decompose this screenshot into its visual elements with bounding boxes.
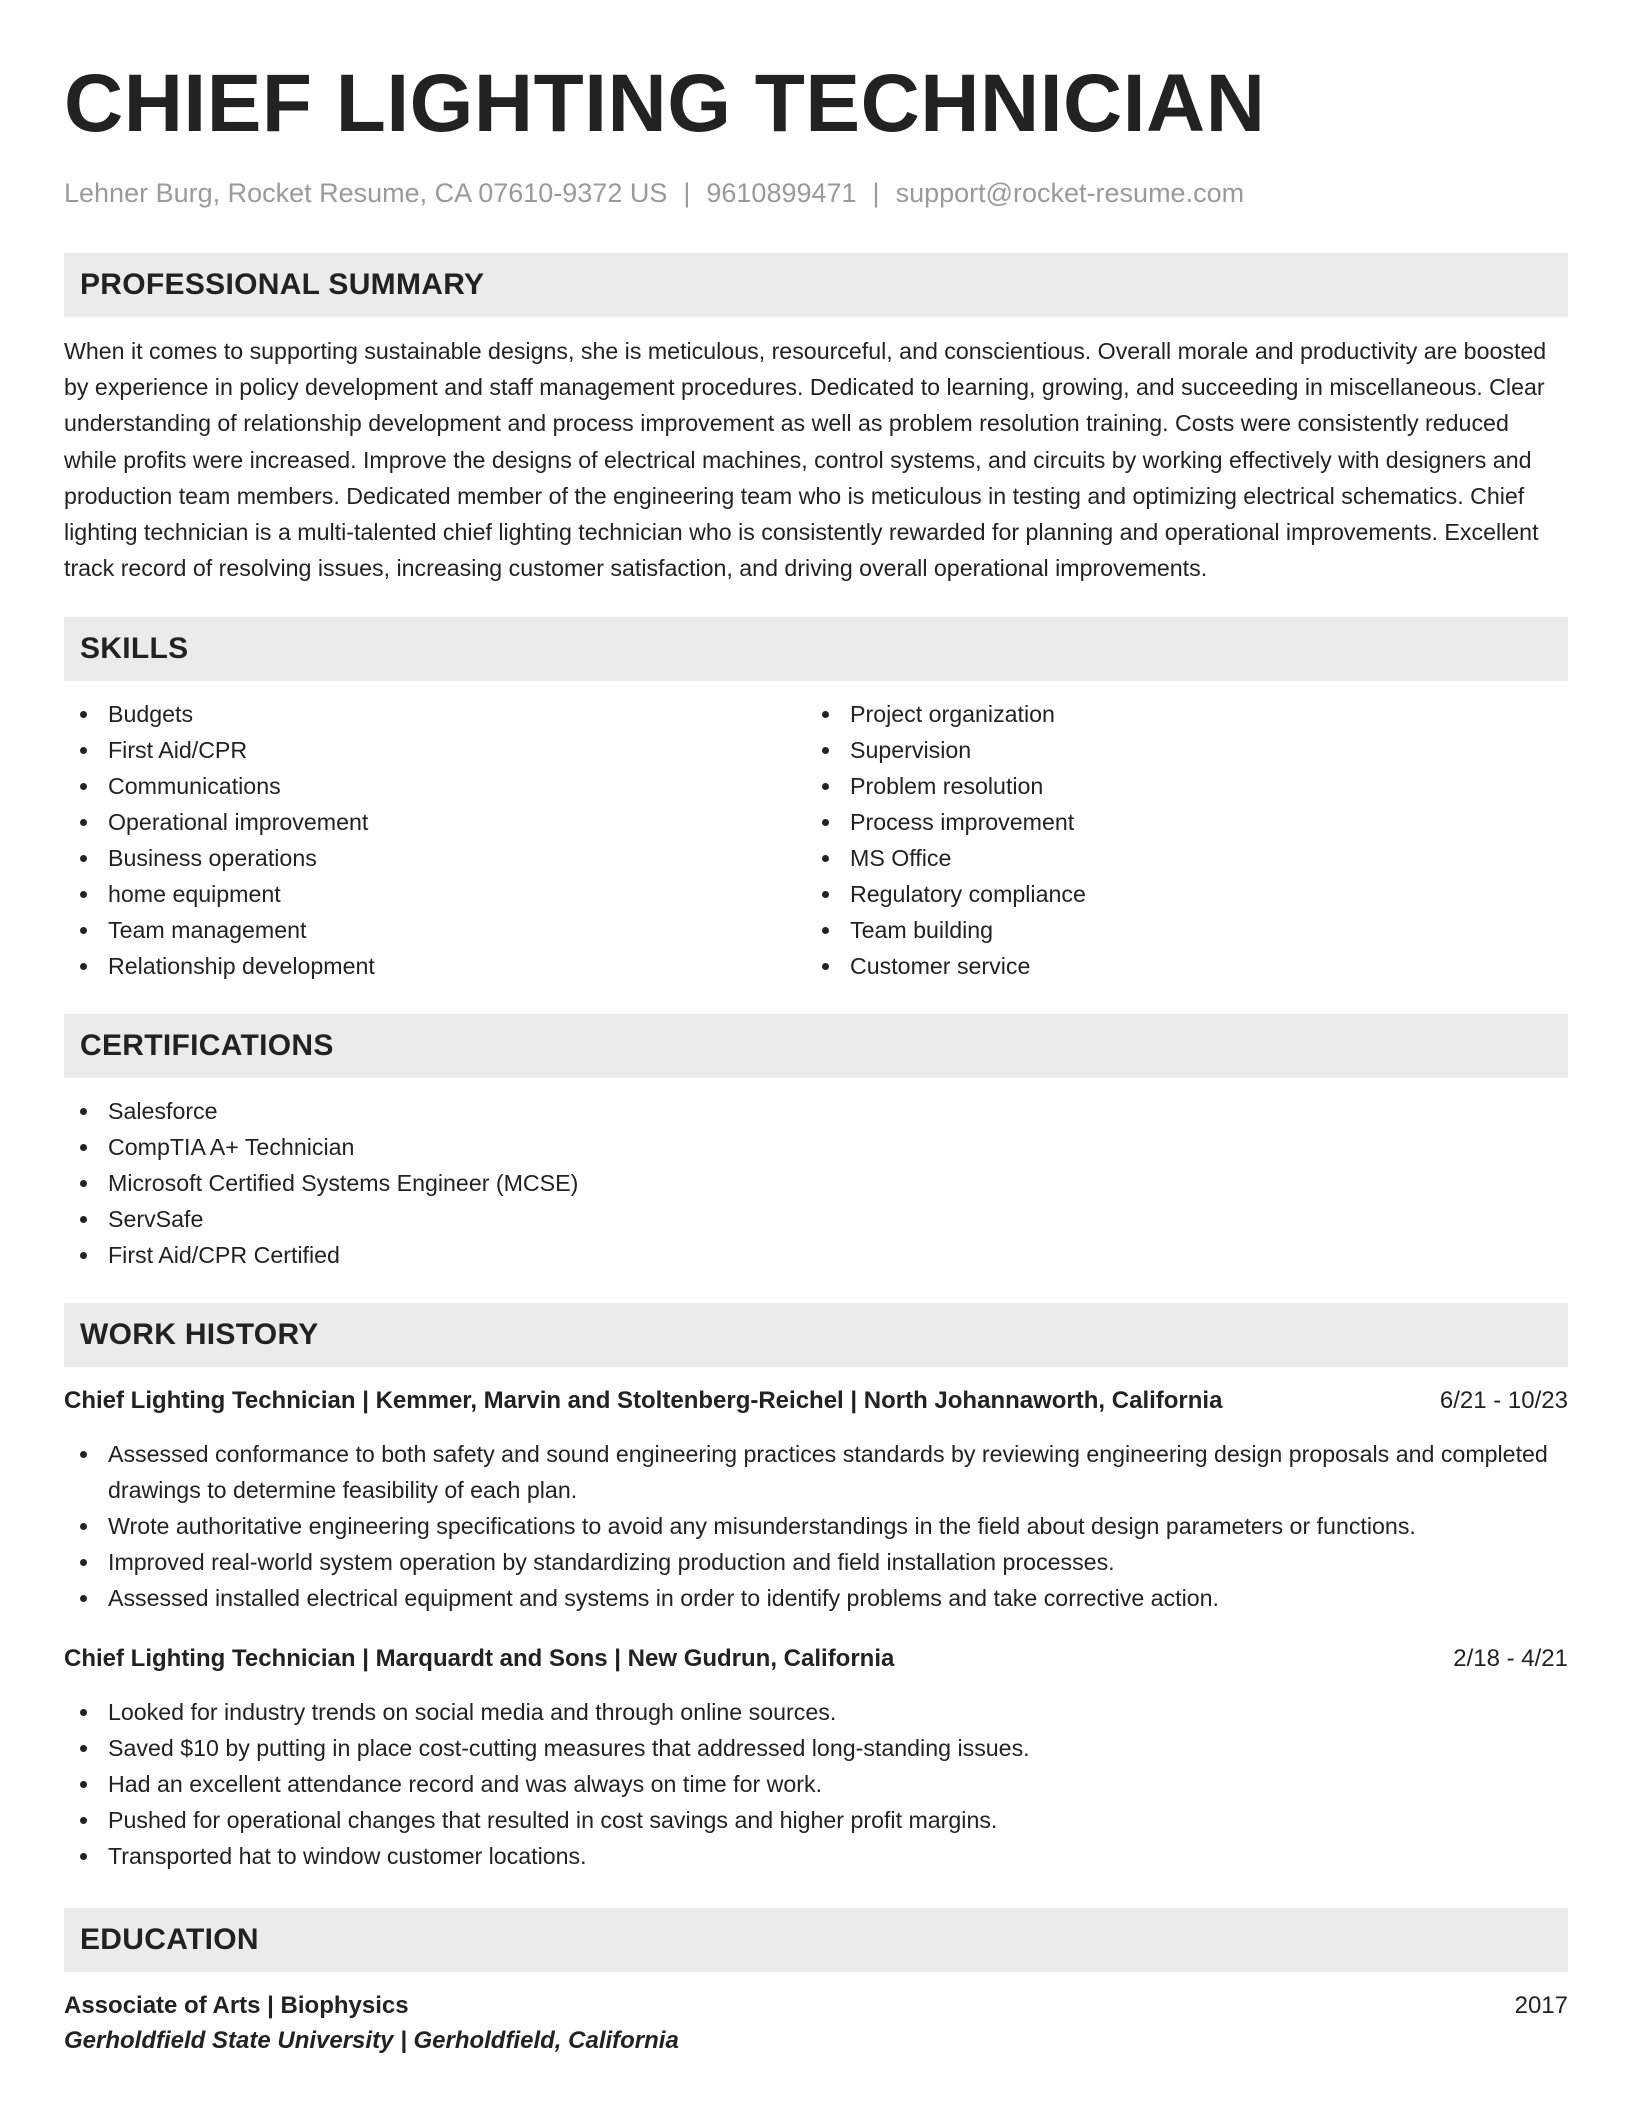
section-heading-skills: SKILLS [64,617,1568,681]
contact-separator: | [872,178,880,208]
certification-item: CompTIA A+ Technician [64,1129,1568,1165]
job-bullet: Assessed installed electrical equipment and systems in order to identify problems and take corrective action. [64,1580,1568,1616]
job-bullet: Assessed conformance to both safety and sound engineering practices standards by reviewing engineering design proposals and completed drawings to determine feasibility of each plan. [64,1436,1568,1508]
section-heading-certifications: CERTIFICATIONS [64,1014,1568,1078]
contact-separator: | [683,178,691,208]
skill-item: Budgets [64,696,806,732]
job-header [64,1642,1568,1676]
skills-column-right [806,696,1548,984]
job-header [64,1384,1568,1418]
education-header [64,1989,1568,2023]
job-bullet: Looked for industry trends on social media and through online sources. [64,1694,1568,1730]
education-school: Gerholdfield State University | Gerholdfield, California [64,2027,679,2055]
skill-item: Customer service [806,948,1548,984]
certification-item: Microsoft Certified Systems Engineer (MCSE) [64,1165,1568,1201]
certification-item: First Aid/CPR Certified [64,1237,1568,1273]
contact-line [64,176,1568,210]
skill-item: Team building [806,912,1548,948]
skill-item: Problem resolution [806,768,1548,804]
resume-title: CHIEF LIGHTING TECHNICIAN [64,58,1266,149]
job-bullet: Had an excellent attendance record and was always on time for work. [64,1766,1568,1802]
job-dates: 6/21 - 10/23 [1439,1387,1568,1415]
skill-item: Team management [64,912,806,948]
job-bullet: Pushed for operational changes that resulted in cost savings and higher profit margins. [64,1802,1568,1838]
skills-list [64,696,1568,984]
job-dates: 2/18 - 4/21 [1453,1645,1568,1673]
certifications-list [64,1093,1568,1273]
job-bullet: Transported hat to window customer locations. [64,1838,1568,1874]
skill-item: Supervision [806,732,1548,768]
education-degree: Associate of Arts | Biophysics [64,1992,409,2020]
section-heading-summary: PROFESSIONAL SUMMARY [64,253,1568,317]
skill-item: Relationship development [64,948,806,984]
certification-item: Salesforce [64,1093,1568,1129]
summary-text: When it comes to supporting sustainable designs, she is meticulous, resourceful, and conscientious. Overall morale and productivity are boosted by experience in policy development and staff management procedures. Dedicated to learning, growing, and succeeding in miscellaneous. Clear understanding of relationship development and process improvement as well as problem resolution training. Costs were consistently reduced while profits were increased. Improve the designs of electrical machines, control systems, and circuits by working effectively with designers and production team members. Dedicated member of the engineering team who is meticulous in testing and optimizing electrical schematics. Chief lighting technician is a multi-talented chief lighting technician who is consistently rewarded for planning and operational improvements. Excellent track record of resolving issues, increasing customer satisfaction, and driving overall operational improvements. [64,338,1547,582]
contact-address: Lehner Burg, Rocket Resume, CA 07610-9372 US [64,178,668,208]
skill-item: Communications [64,768,806,804]
skill-item: Regulatory compliance [806,876,1548,912]
contact-email: support@rocket-resume.com [895,178,1245,208]
job-bullet: Saved $10 by putting in place cost-cutting measures that addressed long-standing issues. [64,1730,1568,1766]
job-title: Chief Lighting Technician | Kemmer, Marvin and Stoltenberg-Reichel | North Johannaworth, California [64,1387,1223,1415]
job-title: Chief Lighting Technician | Marquardt and Sons | New Gudrun, California [64,1645,895,1673]
skill-item: Project organization [806,696,1548,732]
job-bullet: Improved real-world system operation by standardizing production and field installation processes. [64,1544,1568,1580]
section-heading-education: EDUCATION [64,1908,1568,1972]
skill-item: Operational improvement [64,804,806,840]
skill-item: Process improvement [806,804,1548,840]
certification-item: ServSafe [64,1201,1568,1237]
skill-item: MS Office [806,840,1548,876]
skill-item: Business operations [64,840,806,876]
contact-phone: 9610899471 [706,178,857,208]
job-bullets [64,1694,1568,1874]
skill-item: home equipment [64,876,806,912]
skills-column-left [64,696,806,984]
education-year: 2017 [1514,1992,1568,2020]
skill-item: First Aid/CPR [64,732,806,768]
section-heading-work-history: WORK HISTORY [64,1303,1568,1367]
job-bullet: Wrote authoritative engineering specifications to avoid any misunderstandings in the field about design parameters or functions. [64,1508,1568,1544]
job-bullets [64,1436,1568,1616]
